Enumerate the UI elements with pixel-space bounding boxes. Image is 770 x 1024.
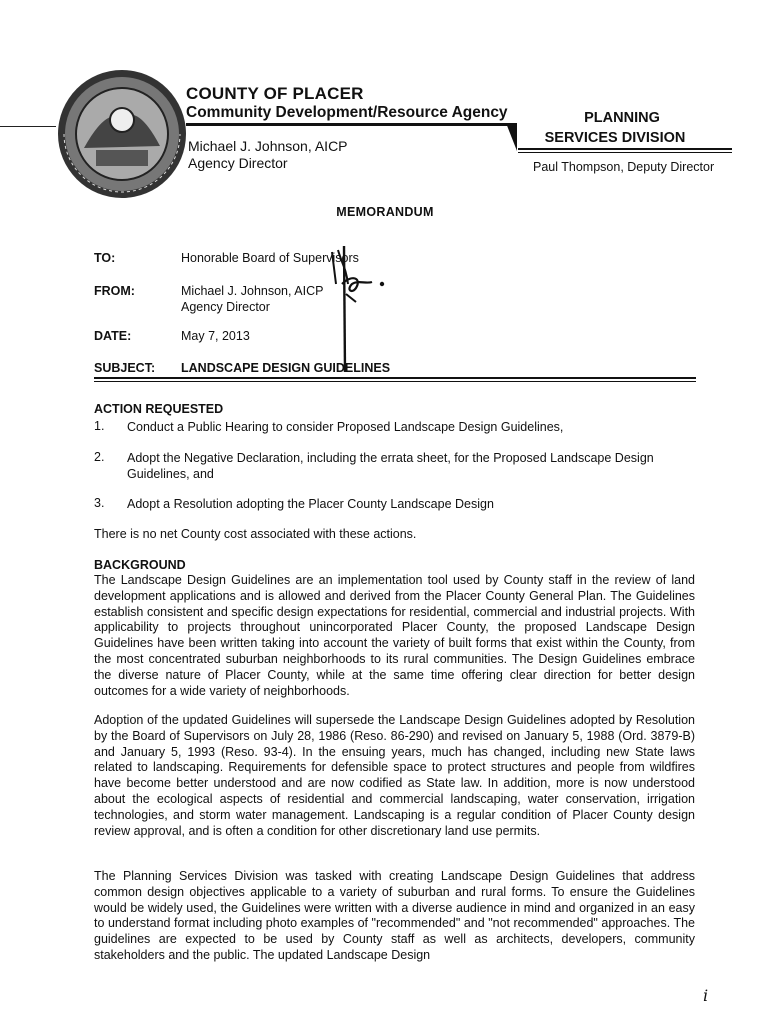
division-title-line2: SERVICES DIVISION: [544, 130, 686, 146]
background-heading: BACKGROUND: [94, 558, 186, 572]
division-rule: [518, 148, 732, 150]
action-item-number: 1.: [94, 419, 105, 433]
director-name: Michael J. Johnson, AICP: [188, 138, 348, 154]
date-label: DATE:: [94, 329, 132, 343]
background-paragraph-2: Adoption of the updated Guidelines will supersede the Landscape Design Guidelines adopted by Resolution by the Board of Supervisors on July 28, 1986 (Reso. 86-290) and revised on January 5, 1988 (Ord. 3879-B) and January 5, 1993 (Reso. 93-4). In the ensuing years, much has changed, including new State laws related to landscaping. Requirements for defensible space to protect structures and people from wildfires have become better understood and are now codified as State law. In addition, more is now understood about the ecological aspects of residential and commercial landscaping, water conservation, irrigation technologies, and storm water management. Landscaping is a regular condition of Placer County design review approval, and is often a condition for other discretionary land use permits.: [94, 713, 695, 838]
from-title: Agency Director: [181, 300, 270, 314]
subject-rule-thin: [94, 381, 696, 382]
action-item-number: 2.: [94, 450, 105, 464]
deputy-director: Paul Thompson, Deputy Director: [533, 160, 715, 174]
agency-name: Community Development/Resource Agency: [186, 104, 508, 121]
memo-title: MEMORANDUM: [336, 205, 434, 219]
letterhead-left-rule: [0, 126, 56, 127]
county-name: COUNTY OF PLACER: [186, 84, 364, 103]
action-item-text: Conduct a Public Hearing to consider Proposed Landscape Design Guidelines,: [127, 420, 564, 434]
background-paragraph-3: The Planning Services Division was tasked with creating Landscape Design Guidelines that address common design objectives applicable to a variety of suburban and rural forms. To ensure the Guidelines would be widely used, the Guidelines were written with a diverse audience in mind and organized in an easy to understand format including photo examples of "recommended" and "not recommended" approaches. The guidelines are expected to be used by County staff as well as architects, developers, community stakeholders and the public. The updated Landscape Design: [94, 869, 695, 962]
subject-label: SUBJECT:: [94, 361, 156, 375]
from-label: FROM:: [94, 284, 135, 298]
action-item-number: 3.: [94, 496, 105, 510]
date-value: May 7, 2013: [181, 329, 250, 343]
director-title: Agency Director: [188, 155, 288, 171]
letterhead-rule-arrow: [506, 123, 517, 151]
background-paragraph-1: The Landscape Design Guidelines are an implementation tool used by County staff in the review of land development applications and is allowed and derived from the Placer County General Plan. The Guidelines establish consistent and specific design expectations for residential, commercial and industrial projects. With applicability to projects throughout unincorporated Placer County, the proposed Landscape Design Guidelines have been written taking into account the variety of built forms that exist within the County, from the most concentrated suburban neighborhoods to its rural communities. The Design Guidelines embrace the diverse nature of Placer County, while at the same time offering clear direction for better design outcomes for a wide variety of neighborhoods.: [94, 573, 695, 698]
to-label: TO:: [94, 251, 116, 265]
signature-initials: [312, 244, 402, 374]
to-value: Honorable Board of Supervisors: [181, 251, 359, 265]
cost-note: There is no net County cost associated with these actions.: [94, 527, 417, 541]
subject-rule: [94, 377, 696, 379]
action-item-text: Adopt a Resolution adopting the Placer County Landscape Design: [127, 497, 494, 511]
page-marker: i: [703, 986, 709, 1005]
subject-value: LANDSCAPE DESIGN GUIDELINES: [181, 361, 391, 375]
letterhead-rule: [186, 123, 512, 126]
action-item-text: Adopt the Negative Declaration, including the errata sheet, for the Proposed Landscape Design Guidelines, and: [127, 451, 654, 481]
from-name: Michael J. Johnson, AICP: [181, 284, 324, 298]
division-title-line1: PLANNING: [584, 110, 660, 126]
county-seal-logo: [56, 68, 188, 200]
division-rule-thin: [518, 152, 732, 153]
action-heading: ACTION REQUESTED: [94, 402, 224, 416]
